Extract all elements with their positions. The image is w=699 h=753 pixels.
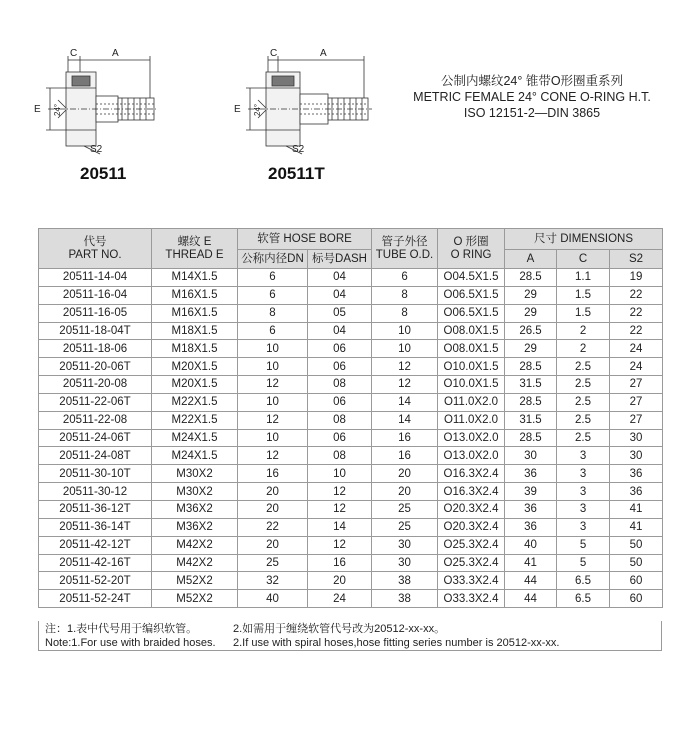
header-part-no: [39, 229, 152, 269]
cell-dn: 12: [238, 411, 308, 429]
cell-dim-s2: 19: [610, 269, 663, 287]
cell-dn: 10: [238, 429, 308, 447]
cell-dn: 6: [238, 286, 308, 304]
cell-thread: M16X1.5: [152, 304, 238, 322]
cell-dim-c: 2: [557, 340, 610, 358]
note-en-2: 2.If use with spiral hoses,hose fitting series number is 20512-xx-xx.: [233, 637, 560, 649]
cell-tube-od: 16: [372, 447, 438, 465]
cell-dim-a: 28.5: [505, 269, 557, 287]
cell-tube-od: 14: [372, 411, 438, 429]
cell-part-no: 20511-42-16T: [39, 554, 152, 572]
note-en-1: Note:1.For use with braided hoses.: [45, 637, 216, 649]
cell-dim-s2: 41: [610, 518, 663, 536]
cell-dash: 12: [308, 483, 372, 501]
cell-dash: 06: [308, 393, 372, 411]
table-row: [39, 340, 663, 358]
header-thread-en: THREAD E: [165, 248, 224, 261]
cell-tube-od: 25: [372, 518, 438, 536]
cell-thread: M24X1.5: [152, 447, 238, 465]
cell-o-ring: O06.5X1.5: [438, 304, 505, 322]
cell-thread: M36X2: [152, 518, 238, 536]
model-label-20511: 20511: [80, 164, 127, 183]
cell-o-ring: O25.3X2.4: [438, 554, 505, 572]
header-dash: 标号DASH: [308, 250, 372, 269]
cell-dim-s2: 41: [610, 500, 663, 518]
table-row: [39, 536, 663, 554]
cell-thread: M18X1.5: [152, 340, 238, 358]
note-cn-1: 注：1.表中代号用于编织软管。: [45, 623, 198, 635]
header-dimensions: 尺寸 DIMENSIONS: [505, 229, 663, 250]
cell-tube-od: 10: [372, 340, 438, 358]
cell-dash: 10: [308, 465, 372, 483]
cell-dim-c: 3: [557, 483, 610, 501]
cell-tube-od: 25: [372, 500, 438, 518]
table-row: [39, 286, 663, 304]
cell-dim-c: 2.5: [557, 376, 610, 394]
table-row: [39, 322, 663, 340]
cell-dim-c: 3: [557, 447, 610, 465]
cell-o-ring: O11.0X2.0: [438, 393, 505, 411]
cell-dim-s2: 27: [610, 393, 663, 411]
cell-dim-a: 41: [505, 554, 557, 572]
cell-dash: 16: [308, 554, 372, 572]
header-part-cn: 代号: [83, 235, 107, 248]
table-row: [39, 376, 663, 394]
cell-dim-s2: 22: [610, 304, 663, 322]
model-label-20511T: 20511T: [268, 164, 325, 183]
cell-dash: 05: [308, 304, 372, 322]
cell-dim-c: 3: [557, 465, 610, 483]
cell-tube-od: 14: [372, 393, 438, 411]
table-row: [39, 590, 663, 608]
cell-dim-a: 36: [505, 465, 557, 483]
cell-dn: 20: [238, 500, 308, 518]
cell-tube-od: 20: [372, 483, 438, 501]
cell-tube-od: 8: [372, 286, 438, 304]
cell-thread: M20X1.5: [152, 358, 238, 376]
cell-o-ring: O06.5X1.5: [438, 286, 505, 304]
cell-dim-s2: 24: [610, 340, 663, 358]
cell-thread: M52X2: [152, 572, 238, 590]
cell-thread: M14X1.5: [152, 269, 238, 287]
cell-dn: 20: [238, 536, 308, 554]
cell-dn: 25: [238, 554, 308, 572]
cell-part-no: 20511-18-06: [39, 340, 152, 358]
cell-dim-s2: 24: [610, 358, 663, 376]
cell-dash: 06: [308, 340, 372, 358]
cell-part-no: 20511-24-06T: [39, 429, 152, 447]
cell-dim-c: 1.5: [557, 304, 610, 322]
cell-dim-s2: 50: [610, 554, 663, 572]
cell-dim-s2: 27: [610, 411, 663, 429]
cell-tube-od: 12: [372, 376, 438, 394]
cell-dim-a: 28.5: [505, 393, 557, 411]
cell-dim-c: 1.5: [557, 286, 610, 304]
cell-thread: M22X1.5: [152, 393, 238, 411]
dim-c-label: C: [270, 48, 278, 59]
cell-tube-od: 10: [372, 322, 438, 340]
cell-tube-od: 16: [372, 429, 438, 447]
header-s2: S2: [610, 250, 663, 269]
cell-dash: 04: [308, 269, 372, 287]
cell-thread: M16X1.5: [152, 286, 238, 304]
cell-part-no: 20511-14-04: [39, 269, 152, 287]
dim-a-label: A: [112, 48, 119, 59]
dim-angle-label: 24°: [253, 103, 262, 116]
cell-dash: 12: [308, 536, 372, 554]
cell-dim-s2: 36: [610, 483, 663, 501]
cell-o-ring: O10.0X1.5: [438, 358, 505, 376]
cell-dim-s2: 50: [610, 536, 663, 554]
table-row: [39, 411, 663, 429]
cell-dim-c: 2.5: [557, 393, 610, 411]
cell-o-ring: O04.5X1.5: [438, 269, 505, 287]
cell-dim-a: 31.5: [505, 376, 557, 394]
fitting-drawing-20511: [28, 38, 228, 158]
cell-dim-c: 5: [557, 554, 610, 572]
cell-part-no: 20511-30-10T: [39, 465, 152, 483]
table-row: [39, 483, 663, 501]
cell-part-no: 20511-16-05: [39, 304, 152, 322]
cell-dash: 24: [308, 590, 372, 608]
cell-o-ring: O13.0X2.0: [438, 447, 505, 465]
cell-tube-od: 12: [372, 358, 438, 376]
cell-o-ring: O25.3X2.4: [438, 536, 505, 554]
dim-s2-label: S2: [90, 144, 103, 155]
cell-part-no: 20511-22-06T: [39, 393, 152, 411]
header-thread: [152, 229, 238, 269]
table-row: [39, 447, 663, 465]
dim-angle-label: 24°: [53, 103, 62, 116]
cell-thread: M42X2: [152, 536, 238, 554]
table-row: [39, 358, 663, 376]
table-row: [39, 465, 663, 483]
dim-e-label: E: [234, 104, 241, 115]
cell-dim-s2: 60: [610, 572, 663, 590]
specification-table: [38, 228, 663, 608]
cell-dn: 32: [238, 572, 308, 590]
cell-dn: 10: [238, 358, 308, 376]
cell-thread: M22X1.5: [152, 411, 238, 429]
cell-dn: 40: [238, 590, 308, 608]
dim-c-label: C: [70, 48, 78, 59]
header-o-ring: [438, 229, 505, 269]
cell-part-no: 20511-42-12T: [39, 536, 152, 554]
header-hose-bore: 软管 HOSE BORE: [238, 229, 372, 250]
cell-dash: 04: [308, 286, 372, 304]
series-heading: [402, 73, 662, 121]
cell-part-no: 20511-18-04T: [39, 322, 152, 340]
cell-o-ring: O20.3X2.4: [438, 500, 505, 518]
cell-dim-c: 1.1: [557, 269, 610, 287]
cell-o-ring: O20.3X2.4: [438, 518, 505, 536]
cell-dn: 6: [238, 269, 308, 287]
cell-part-no: 20511-36-14T: [39, 518, 152, 536]
cell-dn: 16: [238, 465, 308, 483]
cell-dn: 10: [238, 340, 308, 358]
cell-part-no: 20511-16-04: [39, 286, 152, 304]
cell-dim-c: 3: [557, 518, 610, 536]
cell-dn: 22: [238, 518, 308, 536]
cell-thread: M30X2: [152, 483, 238, 501]
table-row: [39, 572, 663, 590]
cell-part-no: 20511-20-08: [39, 376, 152, 394]
cell-dim-s2: 30: [610, 429, 663, 447]
heading-standard: ISO 12151-2—DIN 3865: [463, 106, 601, 120]
cell-dim-s2: 30: [610, 447, 663, 465]
cell-tube-od: 38: [372, 572, 438, 590]
cell-part-no: 20511-20-06T: [39, 358, 152, 376]
cell-tube-od: 6: [372, 269, 438, 287]
table-row: [39, 393, 663, 411]
header-dn: 公称内径DN: [238, 250, 308, 269]
cell-o-ring: O16.3X2.4: [438, 465, 505, 483]
cell-dim-s2: 27: [610, 376, 663, 394]
cell-dash: 04: [308, 322, 372, 340]
table-row: [39, 304, 663, 322]
cell-dim-a: 29: [505, 340, 557, 358]
cell-dim-a: 28.5: [505, 429, 557, 447]
header-oring-en: O RING: [450, 248, 492, 261]
header-part-en: PART NO.: [68, 248, 122, 261]
cell-part-no: 20511-52-20T: [39, 572, 152, 590]
drawings-area: [28, 38, 428, 198]
cell-thread: M36X2: [152, 500, 238, 518]
header-a: A: [505, 250, 557, 269]
cell-dim-s2: 36: [610, 465, 663, 483]
cell-dim-c: 6.5: [557, 590, 610, 608]
cell-dash: 06: [308, 429, 372, 447]
header-tube-od: [372, 229, 438, 269]
cell-dim-s2: 22: [610, 322, 663, 340]
table-row: [39, 554, 663, 572]
cell-dash: 08: [308, 411, 372, 429]
cell-dash: 20: [308, 572, 372, 590]
cell-dim-a: 40: [505, 536, 557, 554]
cell-dim-a: 36: [505, 500, 557, 518]
cell-o-ring: O08.0X1.5: [438, 322, 505, 340]
cell-o-ring: O10.0X1.5: [438, 376, 505, 394]
cell-thread: M42X2: [152, 554, 238, 572]
cell-thread: M52X2: [152, 590, 238, 608]
cell-dim-c: 2.5: [557, 429, 610, 447]
cell-dim-a: 44: [505, 572, 557, 590]
header-tube-en: TUBE O.D.: [375, 248, 434, 261]
cell-thread: M20X1.5: [152, 376, 238, 394]
dim-e-label: E: [34, 104, 41, 115]
cell-dn: 8: [238, 304, 308, 322]
cell-thread: M18X1.5: [152, 322, 238, 340]
cell-dash: 06: [308, 358, 372, 376]
cell-o-ring: O13.0X2.0: [438, 429, 505, 447]
heading-en: METRIC FEMALE 24° CONE O-RING H.T.: [413, 90, 651, 104]
cell-dim-a: 29: [505, 304, 557, 322]
cell-part-no: 20511-52-24T: [39, 590, 152, 608]
cell-part-no: 20511-24-08T: [39, 447, 152, 465]
header-oring-cn: O 形圈: [453, 235, 489, 248]
note-cn-2: 2.如需用于缠绕软管代号改为20512-xx-xx。: [233, 623, 446, 635]
table-row: [39, 269, 663, 287]
cell-dn: 12: [238, 376, 308, 394]
cell-dn: 20: [238, 483, 308, 501]
cell-part-no: 20511-30-12: [39, 483, 152, 501]
cell-dim-c: 6.5: [557, 572, 610, 590]
cell-o-ring: O08.0X1.5: [438, 340, 505, 358]
cell-tube-od: 30: [372, 536, 438, 554]
cell-dim-c: 2.5: [557, 411, 610, 429]
cell-part-no: 20511-36-12T: [39, 500, 152, 518]
cell-tube-od: 38: [372, 590, 438, 608]
cell-dn: 12: [238, 447, 308, 465]
table-row: [39, 500, 663, 518]
cell-dim-c: 3: [557, 500, 610, 518]
cell-dn: 10: [238, 393, 308, 411]
cell-dash: 08: [308, 447, 372, 465]
dim-s2-label: S2: [292, 144, 305, 155]
cell-dim-a: 36: [505, 518, 557, 536]
header-tube-cn: 管子外径: [381, 235, 428, 248]
cell-dn: 6: [238, 322, 308, 340]
cell-o-ring: O33.3X2.4: [438, 572, 505, 590]
table-row: [39, 429, 663, 447]
cell-dim-a: 29: [505, 286, 557, 304]
cell-dash: 12: [308, 500, 372, 518]
header-thread-cn: 螺纹 E: [177, 235, 212, 248]
table-notes: [38, 621, 662, 651]
cell-dim-a: 28.5: [505, 358, 557, 376]
cell-dim-s2: 22: [610, 286, 663, 304]
cell-tube-od: 20: [372, 465, 438, 483]
cell-dim-s2: 60: [610, 590, 663, 608]
cell-dash: 08: [308, 376, 372, 394]
cell-o-ring: O16.3X2.4: [438, 483, 505, 501]
cell-tube-od: 30: [372, 554, 438, 572]
cell-o-ring: O33.3X2.4: [438, 590, 505, 608]
dim-a-label: A: [320, 48, 327, 59]
cell-part-no: 20511-22-08: [39, 411, 152, 429]
table-body: [39, 269, 663, 608]
cell-dim-c: 2.5: [557, 358, 610, 376]
cell-dim-a: 30: [505, 447, 557, 465]
cell-dim-a: 31.5: [505, 411, 557, 429]
cell-tube-od: 8: [372, 304, 438, 322]
cell-dim-c: 5: [557, 536, 610, 554]
header-c: C: [557, 250, 610, 269]
cell-dim-a: 44: [505, 590, 557, 608]
heading-cn: 公制内螺纹24° 锥带O形圈重系列: [440, 74, 624, 88]
cell-thread: M24X1.5: [152, 429, 238, 447]
cell-thread: M30X2: [152, 465, 238, 483]
table-row: [39, 518, 663, 536]
cell-dim-a: 39: [505, 483, 557, 501]
cell-dim-a: 26.5: [505, 322, 557, 340]
cell-dash: 14: [308, 518, 372, 536]
cell-o-ring: O11.0X2.0: [438, 411, 505, 429]
cell-dim-c: 2: [557, 322, 610, 340]
